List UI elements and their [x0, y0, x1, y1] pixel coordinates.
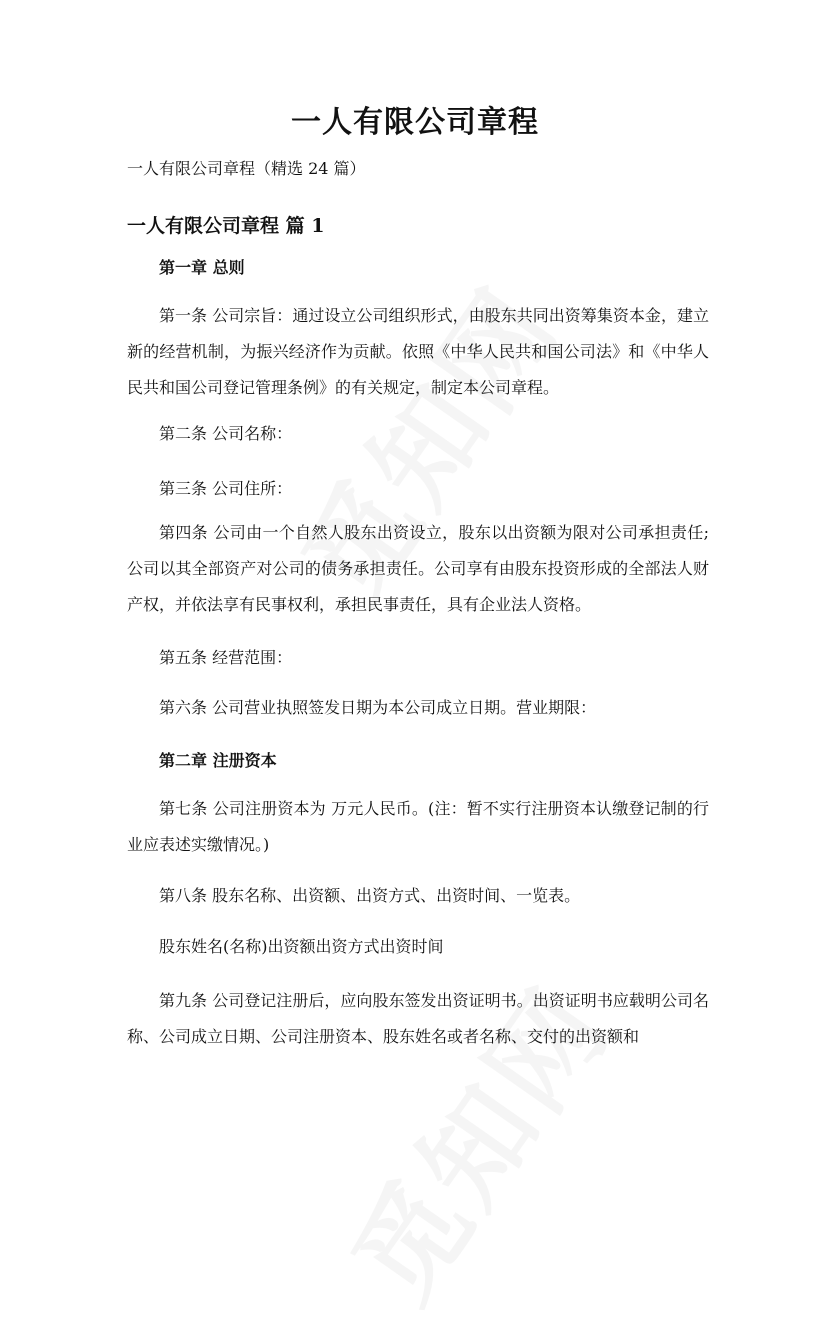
document-title: 一人有限公司章程 — [291, 105, 539, 140]
article-paragraph: 第三条 公司住所： — [159, 479, 293, 498]
chapter-heading: 第一章 总则 — [159, 258, 245, 277]
article-paragraph: 第七条 公司注册资本为 万元人民币。(注：暂不实行注册资本认缴登记制的行业应表述实缴情况。) — [127, 799, 709, 854]
article-paragraph: 第四条 公司由一个自然人股东出资设立，股东以出资额为限对公司承担责任;公司以其全部资产对公司的债务承担责任。公司享有由股东投资形成的全部法人财产权，并依法享有民事权利，承担民事责任，具有企业法人资格。 — [127, 523, 709, 614]
article-paragraph: 第五条 经营范围： — [159, 648, 293, 667]
document-subtitle: 一人有限公司章程（精选 24 篇） — [127, 159, 366, 178]
article-paragraph: 第六条 公司营业执照签发日期为本公司成立日期。营业期限： — [159, 698, 597, 717]
table-header-line: 股东姓名(名称)出资额出资方式出资时间 — [159, 937, 444, 956]
chapter-heading: 第二章 注册资本 — [159, 751, 277, 770]
section-heading: 一人有限公司章程 篇 1 — [127, 215, 325, 237]
article-paragraph: 第一条 公司宗旨：通过设立公司组织形式，由股东共同出资筹集资本金，建立新的经营机制，为振兴经济作为贡献。依照《中华人民共和国公司法》和《中华人民共和国公司登记管理条例》的有关规定，制定本公司章程。 — [127, 306, 709, 397]
article-paragraph: 第九条 公司登记注册后，应向股东签发出资证明书。出资证明书应载明公司名称、公司成立日期、公司注册资本、股东姓名或者名称、交付的出资额和 — [127, 991, 709, 1046]
article-paragraph: 第八条 股东名称、出资额、出资方式、出资时间、一览表。 — [159, 886, 581, 905]
article-paragraph: 第二条 公司名称： — [159, 424, 293, 443]
